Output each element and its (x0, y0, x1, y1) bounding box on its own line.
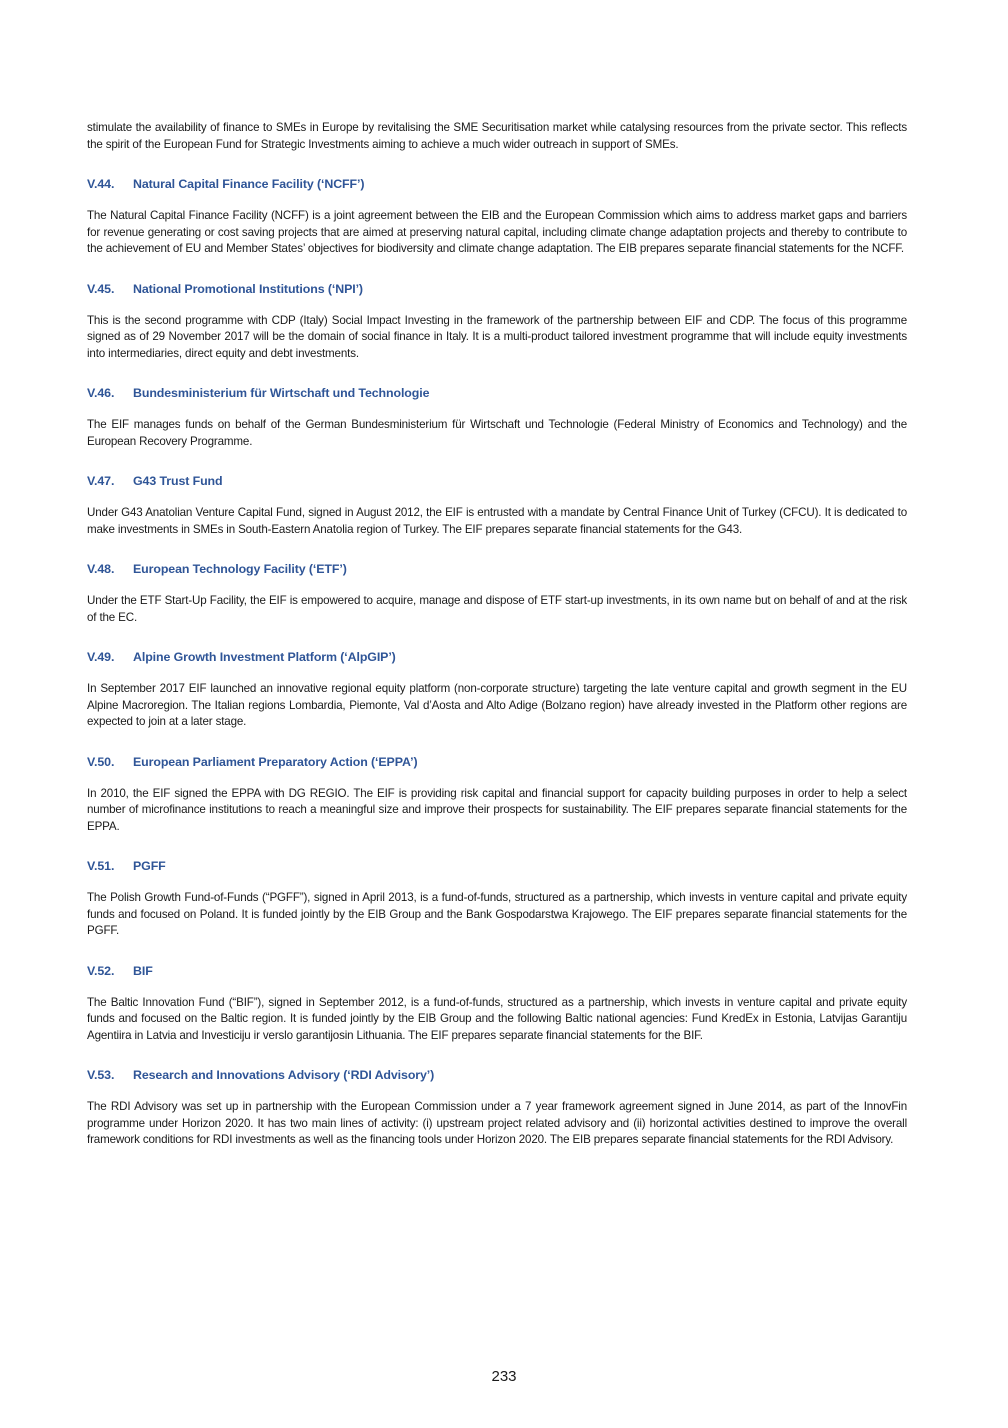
section-number: V.44. (87, 177, 115, 191)
section-v47 (87, 473, 907, 538)
section-title: European Technology Facility (‘ETF’) (133, 562, 347, 576)
section-body: In 2010, the EIF signed the EPPA with DG REGIO. The EIF is providing risk capital and financial support for capacity building purposes in order to help a select number of microfinance institutions to reach a meaningful size and improve their prospects for sustainability. The EIF prepares separate financial statements for the EPPA. (87, 786, 907, 833)
section-title: Natural Capital Finance Facility (‘NCFF’) (133, 177, 365, 191)
section-body: This is the second programme with CDP (Italy) Social Impact Investing in the framework of the partnership between EIF and CDP. The focus of this programme signed as of 29 November 2017 will be the domain of social finance in Italy. It is a multi-product tailored investment programme that will include equity investments into intermediaries, direct equity and debt investments. (87, 313, 907, 360)
section-number: V.45. (87, 281, 115, 296)
section-number: V.46. (87, 386, 115, 400)
section-v51 (87, 858, 907, 940)
section-title: Research and Innovations Advisory (‘RDI Advisory’) (133, 1068, 435, 1082)
section-heading (87, 649, 907, 665)
section-title: Alpine Growth Investment Platform (‘AlpGIP’) (133, 650, 396, 664)
section-title: National Promotional Institutions (‘NPI’) (133, 281, 363, 296)
section-number: V.48. (87, 562, 115, 576)
section-title: European Parliament Preparatory Action (‘EPPA’) (133, 754, 418, 769)
document-page (87, 120, 907, 1149)
section-v44 (87, 176, 907, 258)
section-heading (87, 858, 907, 874)
section-number: V.51. (87, 859, 115, 873)
section-v53 (87, 1067, 907, 1149)
section-title: Bundesministerium für Wirtschaft und Technologie (133, 386, 430, 400)
section-number: V.52. (87, 963, 115, 978)
section-v49 (87, 649, 907, 731)
section-number: V.50. (87, 754, 115, 769)
section-body: The Natural Capital Finance Facility (NCFF) is a joint agreement between the EIB and the European Commission which aims to address market gaps and barriers for revenue generating or cost saving projects that are aimed at preserving natural capital, including climate change adaptation projects and thereby to contribute to the achievement of EU and Member States’ objectives for biodiversity and climate change adaptation. The EIB prepares separate financial statements for the NCFF. (87, 209, 907, 255)
section-v46 (87, 385, 907, 450)
section-heading (87, 754, 907, 770)
section-title: PGFF (133, 859, 166, 873)
section-body: The EIF manages funds on behalf of the German Bundesministerium für Wirtschaft und Technologie (Federal Ministry of Economics and Technology) and the European Recovery Programme. (87, 418, 907, 448)
page-number: 233 (491, 1368, 517, 1385)
section-v50 (87, 754, 907, 836)
section-body: Under the ETF Start-Up Facility, the EIF is empowered to acquire, manage and dispose of ETF start-up investments, in its own name but on behalf of and at the risk of the EC. (87, 594, 907, 624)
section-heading (87, 281, 907, 297)
section-body: In September 2017 EIF launched an innovative regional equity platform (non-corporate structure) targeting the late venture capital and growth segment in the EU Alpine Macroregion. The Italian regions Lombardia, Piemonte, Val d’Aosta and Alto Adige (Bolzano region) have already invested in the Platform other regions are expected to join at a later stage. (87, 682, 907, 728)
section-number: V.49. (87, 650, 115, 664)
section-body: Under G43 Anatolian Venture Capital Fund, signed in August 2012, the EIF is entrusted with a mandate by Central Finance Unit of Turkey (CFCU). It is dedicated to make investments in SMEs in South-Eastern Anatolia region of Turkey. The EIF prepares separate financial statements for the G43. (87, 506, 907, 536)
section-title: BIF (133, 963, 153, 978)
section-v48 (87, 561, 907, 626)
section-body: The Polish Growth Fund-of-Funds (“PGFF”), signed in April 2013, is a fund-of-funds, structured as a partnership, which invests in venture capital and private equity funds and focused on Poland. It is funded jointly by the EIB Group and the Bank Gospodarstwa Krajowego. The EIF prepares separate financial statements for the PGFF. (87, 891, 907, 937)
section-heading (87, 473, 907, 489)
section-heading (87, 385, 907, 401)
section-heading (87, 176, 907, 192)
section-title: G43 Trust Fund (133, 474, 223, 488)
section-number: V.53. (87, 1068, 115, 1082)
section-body: The RDI Advisory was set up in partnership with the European Commission under a 7 year framework agreement signed in June 2014, as part of the InnovFin programme under Horizon 2020. It has two main lines of activity: (i) upstream project related advisory and (ii) horizontal activities destined to improve the overall framework conditions for RDI investments as well as the financing tools under Horizon 2020. The EIB prepares separate financial statements for the RDI Advisory. (87, 1100, 907, 1146)
section-heading (87, 963, 907, 979)
intro-paragraph: stimulate the availability of finance to SMEs in Europe by revitalising the SME Securitisation market while catalysing resources from the private sector. This reflects the spirit of the European Fund for Strategic Investments aiming to achieve a much wider outreach in support of SMEs. (87, 121, 907, 151)
section-v45 (87, 281, 907, 363)
section-heading (87, 1067, 907, 1083)
section-number: V.47. (87, 474, 115, 488)
section-v52 (87, 963, 907, 1045)
section-heading (87, 561, 907, 577)
section-body: The Baltic Innovation Fund (“BIF”), signed in September 2012, is a fund-of-funds, structured as a partnership, which invests in venture capital and private equity funds and focused on the Baltic region. It is funded jointly by the EIB Group and the following Baltic national agencies: Fund KredEx in Estonia, Latvijas Garantiju Agentiira in Latvia and Investiciju ir verslo garantijosin Lithuania. The EIF prepares separate financial statements for the BIF. (87, 995, 907, 1042)
